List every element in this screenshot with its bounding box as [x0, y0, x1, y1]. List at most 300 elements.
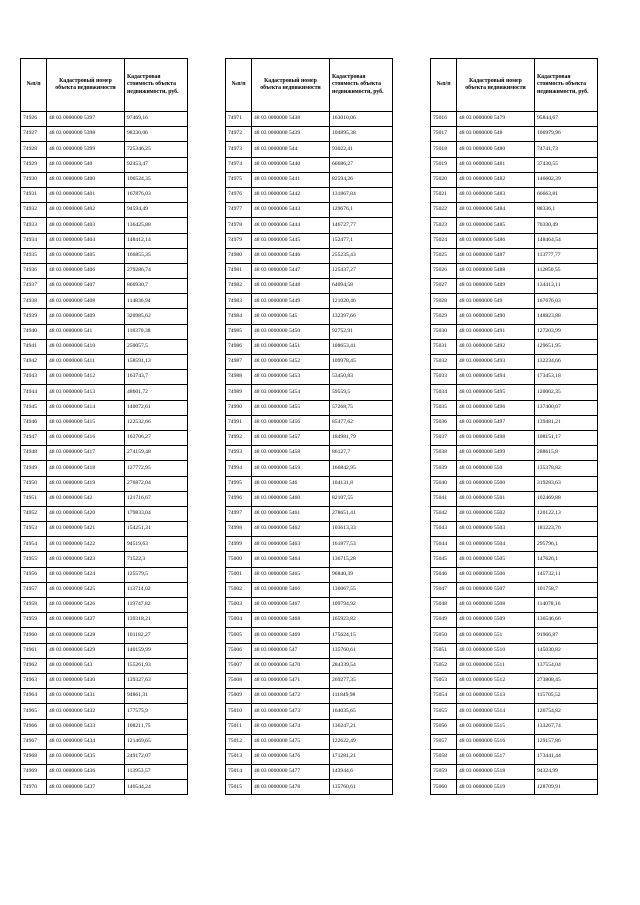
row-value: 284339,54 [330, 658, 393, 673]
row-value: 132397,66 [330, 309, 393, 324]
table-row [431, 461, 598, 476]
table-row [226, 157, 393, 172]
table-row [21, 324, 188, 339]
row-value: 136425,88 [125, 218, 188, 233]
table-row [21, 673, 188, 688]
row-cadnum: 48 03 0000000 5454 [252, 385, 330, 400]
row-value: 101758,7 [535, 582, 598, 597]
row-cadnum: 48 03 0000000 5470 [252, 658, 330, 673]
row-cadnum: 48 03 0000000 5456 [252, 415, 330, 430]
row-cadnum: 48 03 0000000 5501 [457, 491, 535, 506]
row-value: 66686,27 [330, 157, 393, 172]
row-cadnum: 48 03 0000000 5482 [457, 172, 535, 187]
header-row [21, 59, 188, 112]
table-row [226, 218, 393, 233]
table-row [226, 780, 393, 795]
row-num: 74954 [21, 537, 47, 552]
row-value: 82594,26 [330, 172, 393, 187]
row-value: 295796,1 [535, 537, 598, 552]
table-body [431, 112, 598, 795]
row-cadnum: 48 03 0000000 5489 [457, 279, 535, 294]
row-value: 166855,35 [125, 248, 188, 263]
row-cadnum: 48 03 0000000 5397 [47, 112, 125, 127]
row-value: 111849,98 [330, 689, 393, 704]
row-num: 74962 [21, 658, 47, 673]
row-num: 75021 [431, 187, 457, 202]
row-value: 102469,88 [535, 491, 598, 506]
table-row [226, 385, 393, 400]
row-num: 74974 [226, 157, 252, 172]
row-cadnum: 48 03 0000000 5400 [47, 172, 125, 187]
table-row [21, 218, 188, 233]
table-row [431, 673, 598, 688]
row-cadnum: 48 03 0000000 5403 [47, 218, 125, 233]
row-cadnum: 48 03 0000000 544 [252, 142, 330, 157]
row-value: 70330,49 [535, 218, 598, 233]
row-cadnum: 48 03 0000000 5457 [252, 430, 330, 445]
row-cadnum: 48 03 0000000 542 [47, 491, 125, 506]
row-num: 74970 [21, 780, 47, 795]
row-num: 75028 [431, 294, 457, 309]
row-num: 74959 [21, 613, 47, 628]
table-row [226, 324, 393, 339]
row-num: 75005 [226, 628, 252, 643]
row-value: 175624,15 [330, 628, 393, 643]
table-row [226, 370, 393, 385]
row-cadnum: 48 03 0000000 5419 [47, 476, 125, 491]
row-num: 75058 [431, 749, 457, 764]
row-num: 75017 [431, 127, 457, 142]
table-row [21, 491, 188, 506]
row-num: 75053 [431, 673, 457, 688]
row-cadnum: 48 03 0000000 5398 [47, 127, 125, 142]
row-cadnum: 48 03 0000000 5505 [457, 552, 535, 567]
row-value: 179833,04 [125, 506, 188, 521]
row-value: 181223,76 [535, 522, 598, 537]
table-row [21, 628, 188, 643]
table-row [21, 567, 188, 582]
row-value: 163743,7 [125, 370, 188, 385]
row-cadnum: 48 03 0000000 540 [47, 157, 125, 172]
row-num: 74936 [21, 263, 47, 278]
row-num: 74975 [226, 172, 252, 187]
row-num: 74992 [226, 430, 252, 445]
table-row [431, 780, 598, 795]
table-row [226, 430, 393, 445]
table-row [226, 248, 393, 263]
table-row [431, 734, 598, 749]
row-num: 74964 [21, 689, 47, 704]
row-value: 167876,03 [125, 187, 188, 202]
row-value: 121469,65 [125, 734, 188, 749]
table-header [226, 59, 393, 112]
row-num: 75046 [431, 567, 457, 582]
row-cadnum: 48 03 0000000 5472 [252, 689, 330, 704]
row-value: 125579,5 [125, 567, 188, 582]
row-cadnum: 48 03 0000000 5432 [47, 704, 125, 719]
row-num: 75009 [226, 689, 252, 704]
table-row [431, 324, 598, 339]
row-value: 113714,02 [125, 582, 188, 597]
row-cadnum: 48 03 0000000 5497 [457, 415, 535, 430]
row-cadnum: 48 03 0000000 5476 [252, 749, 330, 764]
row-cadnum: 48 03 0000000 5450 [252, 324, 330, 339]
table-row [21, 187, 188, 202]
row-num: 74968 [21, 749, 47, 764]
row-cadnum: 48 03 0000000 547 [252, 643, 330, 658]
row-cadnum: 48 03 0000000 5465 [252, 567, 330, 582]
header-value: Кадастровая стоимость объекта недвижимости, руб. [125, 59, 188, 112]
row-value: 143944,6 [330, 765, 393, 780]
row-value: 147626,1 [535, 552, 598, 567]
row-value: 136247,21 [330, 719, 393, 734]
row-num: 75024 [431, 233, 457, 248]
table-row [21, 294, 188, 309]
table-row [431, 643, 598, 658]
table-row [21, 127, 188, 142]
row-cadnum: 48 03 0000000 5506 [457, 567, 535, 582]
table-row [431, 765, 598, 780]
table-row [226, 734, 393, 749]
table-row [226, 628, 393, 643]
table-row [21, 552, 188, 567]
row-cadnum: 48 03 0000000 5426 [47, 598, 125, 613]
row-num: 74987 [226, 355, 252, 370]
row-cadnum: 48 03 0000000 5416 [47, 430, 125, 445]
table-row [21, 643, 188, 658]
row-num: 74937 [21, 279, 47, 294]
row-num: 75052 [431, 658, 457, 673]
row-value: 250057,5 [125, 339, 188, 354]
row-cadnum: 48 03 0000000 5519 [457, 780, 535, 795]
row-cadnum: 48 03 0000000 5478 [252, 780, 330, 795]
row-cadnum: 48 03 0000000 550 [457, 461, 535, 476]
row-cadnum: 48 03 0000000 5401 [47, 187, 125, 202]
row-cadnum: 48 03 0000000 5467 [252, 598, 330, 613]
row-value: 108653,41 [330, 339, 393, 354]
row-cadnum: 48 03 0000000 5479 [457, 112, 535, 127]
row-cadnum: 48 03 0000000 5508 [457, 598, 535, 613]
row-num: 74965 [21, 704, 47, 719]
row-value: 97469,16 [125, 112, 188, 127]
row-cadnum: 48 03 0000000 5490 [457, 309, 535, 324]
row-value: 85477,62 [330, 415, 393, 430]
table-row [21, 400, 188, 415]
row-value: 725346,25 [125, 142, 188, 157]
row-value: 94861,31 [125, 689, 188, 704]
row-num: 74926 [21, 112, 47, 127]
table-row [431, 294, 598, 309]
table-row [226, 537, 393, 552]
row-num: 74940 [21, 324, 47, 339]
row-value: 122622,49 [330, 734, 393, 749]
row-cadnum: 48 03 0000000 5491 [457, 324, 535, 339]
row-value: 139481,21 [535, 415, 598, 430]
row-value: 163706,27 [125, 430, 188, 445]
table-row [431, 658, 598, 673]
row-num: 74953 [21, 522, 47, 537]
table-row [21, 430, 188, 445]
row-num: 75040 [431, 476, 457, 491]
row-num: 74995 [226, 476, 252, 491]
row-cadnum: 48 03 0000000 5418 [47, 461, 125, 476]
row-value: 131867,84 [330, 187, 393, 202]
table-row [226, 658, 393, 673]
table-row [21, 537, 188, 552]
row-num: 74972 [226, 127, 252, 142]
table-row [226, 127, 393, 142]
row-value: 114078,16 [535, 598, 598, 613]
row-num: 75034 [431, 385, 457, 400]
row-cadnum: 48 03 0000000 5513 [457, 689, 535, 704]
row-cadnum: 48 03 0000000 5480 [457, 142, 535, 157]
table-row [431, 112, 598, 127]
row-value: 136067,55 [330, 582, 393, 597]
row-num: 74991 [226, 415, 252, 430]
row-value: 154251,31 [125, 522, 188, 537]
table-row [21, 339, 188, 354]
table-row [431, 613, 598, 628]
row-num: 74935 [21, 248, 47, 263]
row-cadnum: 48 03 0000000 5438 [252, 112, 330, 127]
row-cadnum: 48 03 0000000 5495 [457, 385, 535, 400]
row-value: 103613,33 [330, 522, 393, 537]
table-row [431, 430, 598, 445]
row-cadnum: 48 03 0000000 5414 [47, 400, 125, 415]
table-row [21, 476, 188, 491]
row-cadnum: 48 03 0000000 5405 [47, 248, 125, 263]
table-row [226, 355, 393, 370]
table-row [226, 461, 393, 476]
row-cadnum: 48 03 0000000 5411 [47, 355, 125, 370]
row-num: 75038 [431, 446, 457, 461]
table-row [431, 279, 598, 294]
table-row [226, 613, 393, 628]
table-row [21, 279, 188, 294]
row-num: 74947 [21, 430, 47, 445]
row-num: 74982 [226, 279, 252, 294]
table-row [21, 385, 188, 400]
row-cadnum: 48 03 0000000 5502 [457, 506, 535, 521]
table-row [226, 582, 393, 597]
table-row [226, 689, 393, 704]
table-row [21, 461, 188, 476]
row-num: 74985 [226, 324, 252, 339]
table-row [21, 203, 188, 218]
table-row [226, 643, 393, 658]
cadastral-table-2 [225, 58, 393, 795]
row-num: 75029 [431, 309, 457, 324]
row-cadnum: 48 03 0000000 5517 [457, 749, 535, 764]
row-num: 75039 [431, 461, 457, 476]
table-row [431, 491, 598, 506]
table-row [226, 476, 393, 491]
row-value: 161877,53 [330, 537, 393, 552]
row-value: 140072,61 [125, 400, 188, 415]
row-value: 120122,13 [535, 506, 598, 521]
row-cadnum: 48 03 0000000 5436 [47, 765, 125, 780]
row-num: 75019 [431, 157, 457, 172]
row-num: 75016 [431, 112, 457, 127]
table-row [226, 598, 393, 613]
row-num: 74941 [21, 339, 47, 354]
row-num: 75006 [226, 643, 252, 658]
table-header [431, 59, 598, 112]
row-cadnum: 48 03 0000000 5460 [252, 491, 330, 506]
table-row [226, 491, 393, 506]
row-cadnum: 48 03 0000000 5500 [457, 476, 535, 491]
row-value: 145030,82 [535, 643, 598, 658]
header-cadnum: Кадастровый номер объекта недвижимости [252, 59, 330, 112]
row-value: 91966,87 [535, 628, 598, 643]
row-num: 75047 [431, 582, 457, 597]
row-value: 93022,41 [330, 142, 393, 157]
row-num: 75045 [431, 552, 457, 567]
table-row [431, 446, 598, 461]
row-value: 173453,18 [535, 370, 598, 385]
row-value: 64094,58 [330, 279, 393, 294]
row-value: 48601,72 [125, 385, 188, 400]
row-value: 139327,63 [125, 673, 188, 688]
row-num: 75004 [226, 613, 252, 628]
row-cadnum: 48 03 0000000 5516 [457, 734, 535, 749]
row-num: 75013 [226, 749, 252, 764]
row-value: 288615,8 [535, 446, 598, 461]
row-cadnum: 48 03 0000000 5515 [457, 719, 535, 734]
row-cadnum: 48 03 0000000 5492 [457, 339, 535, 354]
row-num: 74971 [226, 112, 252, 127]
table-row [226, 552, 393, 567]
header-num: №п/п [21, 59, 47, 112]
row-num: 75014 [226, 765, 252, 780]
row-cadnum: 48 03 0000000 5503 [457, 522, 535, 537]
table-row [431, 719, 598, 734]
row-num: 74986 [226, 339, 252, 354]
row-cadnum: 48 03 0000000 5409 [47, 309, 125, 324]
table-row [21, 142, 188, 157]
row-value: 145732,11 [535, 567, 598, 582]
row-cadnum: 48 03 0000000 5448 [252, 279, 330, 294]
row-cadnum: 48 03 0000000 5510 [457, 643, 535, 658]
row-num: 74960 [21, 628, 47, 643]
row-num: 74999 [226, 537, 252, 552]
row-cadnum: 48 03 0000000 5483 [457, 187, 535, 202]
table-row [21, 598, 188, 613]
row-cadnum: 48 03 0000000 5518 [457, 765, 535, 780]
row-value: 94519,63 [125, 537, 188, 552]
row-value: 66663,81 [535, 187, 598, 202]
row-cadnum: 48 03 0000000 5427 [47, 613, 125, 628]
row-value: 37430,55 [535, 157, 598, 172]
table-row [21, 370, 188, 385]
row-value: 129651,95 [535, 339, 598, 354]
row-cadnum: 48 03 0000000 5453 [252, 370, 330, 385]
row-value: 127203,99 [535, 324, 598, 339]
row-cadnum: 48 03 0000000 5437 [47, 780, 125, 795]
row-num: 75026 [431, 263, 457, 278]
table-row [431, 415, 598, 430]
row-cadnum: 48 03 0000000 5443 [252, 203, 330, 218]
row-cadnum: 48 03 0000000 5471 [252, 673, 330, 688]
row-value: 134413,11 [535, 279, 598, 294]
row-cadnum: 48 03 0000000 543 [47, 658, 125, 673]
row-value: 148412,14 [125, 233, 188, 248]
row-cadnum: 48 03 0000000 5449 [252, 294, 330, 309]
row-num: 75023 [431, 218, 457, 233]
row-num: 74951 [21, 491, 47, 506]
table-row [431, 203, 598, 218]
row-num: 74988 [226, 370, 252, 385]
row-num: 75035 [431, 400, 457, 415]
row-num: 75054 [431, 689, 457, 704]
table-row [21, 582, 188, 597]
row-num: 74977 [226, 203, 252, 218]
row-num: 74990 [226, 400, 252, 415]
row-num: 74932 [21, 203, 47, 218]
table-row [226, 765, 393, 780]
row-num: 75056 [431, 719, 457, 734]
row-value: 148823,88 [535, 309, 598, 324]
row-num: 74938 [21, 294, 47, 309]
row-num: 74948 [21, 446, 47, 461]
row-cadnum: 48 03 0000000 5484 [457, 203, 535, 218]
table-row [431, 248, 598, 263]
row-cadnum: 48 03 0000000 5475 [252, 734, 330, 749]
row-num: 75049 [431, 613, 457, 628]
row-cadnum: 48 03 0000000 5424 [47, 567, 125, 582]
row-num: 75044 [431, 537, 457, 552]
row-num: 75051 [431, 643, 457, 658]
row-value: 164035,65 [330, 704, 393, 719]
row-cadnum: 48 03 0000000 5442 [252, 187, 330, 202]
row-cadnum: 48 03 0000000 5433 [47, 719, 125, 734]
row-cadnum: 48 03 0000000 5431 [47, 689, 125, 704]
row-cadnum: 48 03 0000000 5407 [47, 279, 125, 294]
table-row [431, 355, 598, 370]
row-cadnum: 48 03 0000000 5487 [457, 248, 535, 263]
row-num: 75055 [431, 704, 457, 719]
row-cadnum: 48 03 0000000 5511 [457, 658, 535, 673]
row-num: 74969 [21, 765, 47, 780]
row-num: 75041 [431, 491, 457, 506]
row-cadnum: 48 03 0000000 5423 [47, 552, 125, 567]
row-value: 273808,45 [535, 673, 598, 688]
table-row [431, 582, 598, 597]
row-value: 140544,24 [125, 780, 188, 795]
table-row [431, 598, 598, 613]
row-cadnum: 48 03 0000000 5485 [457, 218, 535, 233]
table-row [431, 142, 598, 157]
row-value: 108151,17 [535, 430, 598, 445]
row-value: 94594,49 [125, 203, 188, 218]
table-row [431, 127, 598, 142]
row-cadnum: 48 03 0000000 5404 [47, 233, 125, 248]
row-num: 75011 [226, 719, 252, 734]
table-row [431, 385, 598, 400]
table-row [431, 218, 598, 233]
row-cadnum: 48 03 0000000 5447 [252, 263, 330, 278]
row-cadnum: 48 03 0000000 5463 [252, 537, 330, 552]
row-value: 106524,35 [125, 172, 188, 187]
table-row [226, 400, 393, 415]
table-row [226, 339, 393, 354]
row-cadnum: 48 03 0000000 549 [457, 294, 535, 309]
table-row [21, 415, 188, 430]
row-cadnum: 48 03 0000000 5488 [457, 263, 535, 278]
table-row [431, 537, 598, 552]
table-row [21, 355, 188, 370]
table-row [226, 522, 393, 537]
